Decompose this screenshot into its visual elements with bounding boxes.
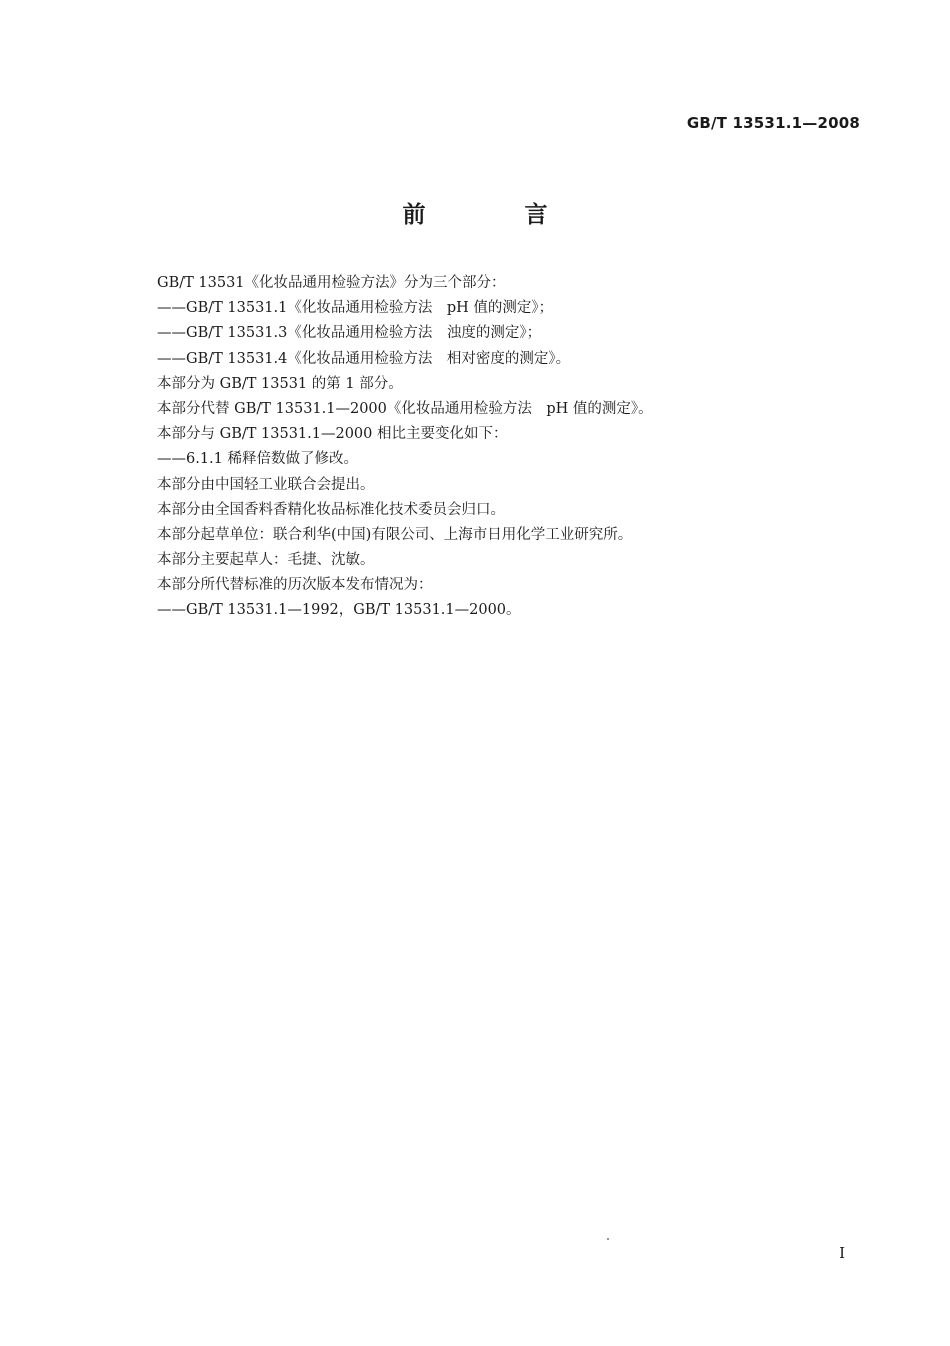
foreword-body <box>157 271 877 624</box>
body-line: 本部分起草单位：联合利华(中国)有限公司、上海市日用化学工业研究所。 <box>157 526 633 543</box>
body-line: GB/T 13531《化妆品通用检验方法》分为三个部分： <box>157 275 506 291</box>
body-line: 本部分与 GB/T 13531.1—2000 相比主要变化如下： <box>157 426 508 443</box>
body-line: 本部分由中国轻工业联合会提出。 <box>157 476 375 493</box>
page-number: I <box>839 1244 845 1262</box>
body-line: ——6.1.1 稀释倍数做了修改。 <box>157 451 359 468</box>
body-line: 本部分为 GB/T 13531 的第 1 部分。 <box>157 375 403 392</box>
standard-number-header: GB/T 13531.1—2008 <box>686 114 860 132</box>
body-line: 本部分所代替标准的历次版本发布情况为： <box>157 577 433 594</box>
body-line: ——GB/T 13531.4《化妆品通用检验方法 相对密度的测定》。 <box>157 350 571 367</box>
body-line: 本部分主要起草人：毛捷、沈敏。 <box>157 552 375 569</box>
body-line: ——GB/T 13531.1《化妆品通用检验方法 pH 值的测定》； <box>157 300 554 317</box>
body-line: 本部分代替 GB/T 13531.1—2000《化妆品通用检验方法 pH 值的测定》。 <box>157 400 653 417</box>
body-line: ——GB/T 13531.3《化妆品通用检验方法 浊度的测定》； <box>157 325 542 342</box>
body-line: ——GB/T 13531.1—1992，GB/T 13531.1—2000。 <box>157 602 521 619</box>
page-title: 前 言 <box>402 201 586 228</box>
body-line: 本部分由全国香料香精化妆品标准化技术委员会归口。 <box>157 501 505 518</box>
scan-speck <box>607 1238 609 1240</box>
